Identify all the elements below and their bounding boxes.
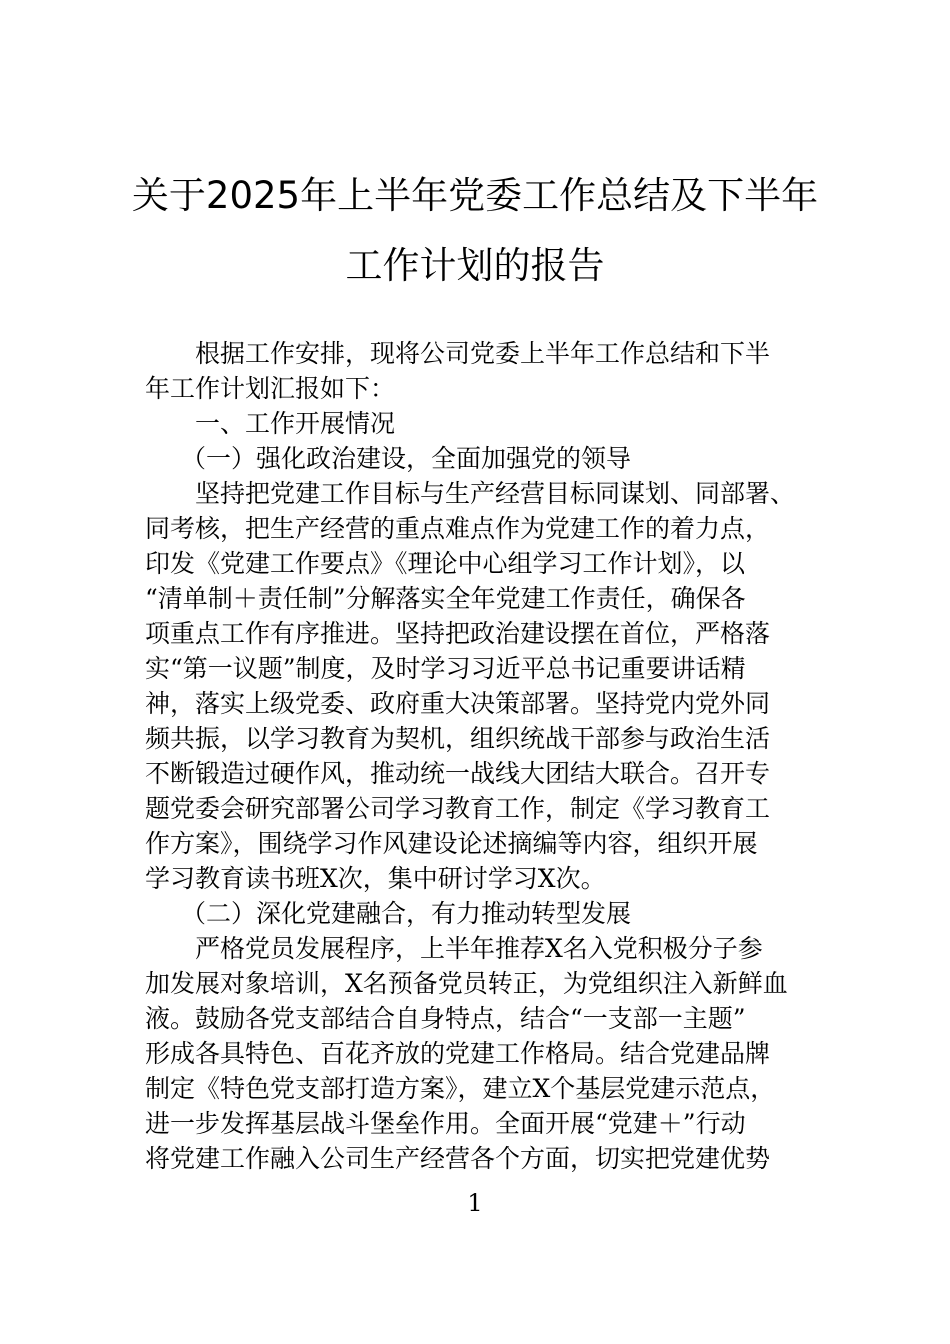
text-line: 学习教育读书班X次，集中研讨学习X次。 xyxy=(145,864,606,893)
text-line: 将党建工作融入公司生产经营各个方面，切实把党建优势 xyxy=(145,1144,771,1173)
heading-text: （一）强化政治建设，全面加强党的领导 xyxy=(181,444,632,473)
text-line: 液。鼓励各党支部结合自身特点，结合“一支部一主题” xyxy=(145,1004,746,1033)
heading-text: （二）深化党建融合，有力推动转型发展 xyxy=(181,899,632,928)
text-line: 严格党员发展程序，上半年推荐X名入党积极分子参 xyxy=(195,934,763,963)
text-line: 制定《特色党支部打造方案》，建立X个基层党建示范点， xyxy=(145,1074,776,1103)
text-line: 年工作计划汇报如下： xyxy=(145,374,396,403)
text-line: 不断锻造过硬作风，推动统一战线大团结大联合。召开专 xyxy=(145,759,771,788)
intro-paragraph xyxy=(145,336,810,406)
text-line: 同考核，把生产经营的重点难点作为党建工作的着力点， xyxy=(145,514,771,543)
paragraph-1 xyxy=(145,476,810,896)
text-line: 神，落实上级党委、政府重大决策部署。坚持党内党外同 xyxy=(145,689,771,718)
text-line: 印发《党建工作要点》《理论中心组学习工作计划》，以 xyxy=(145,549,746,578)
subsection-heading-2 xyxy=(145,896,810,931)
text-line: 题党委会研究部署公司学习教育工作，制定《学习教育工 xyxy=(145,794,771,823)
title-line-2: 工作计划的报告 xyxy=(345,244,605,287)
paragraph-2 xyxy=(145,931,810,1176)
page-number: 1 xyxy=(467,1189,483,1217)
document-body xyxy=(145,336,810,1176)
text-line: 进一步发挥基层战斗堡垒作用。全面开展“党建＋”行动 xyxy=(145,1109,746,1138)
subsection-heading-1 xyxy=(145,441,810,476)
text-line: “清单制＋责任制”分解落实全年党建工作责任，确保各 xyxy=(145,584,746,613)
text-line: 项重点工作有序推进。坚持把政治建设摆在首位，严格落 xyxy=(145,619,771,648)
text-line: 实“第一议题”制度，及时学习习近平总书记重要讲话精 xyxy=(145,654,746,683)
text-line: 根据工作安排，现将公司党委上半年工作总结和下半 xyxy=(195,339,771,368)
text-line: 作方案》，围绕学习作风建设论述摘编等内容，组织开展 xyxy=(145,829,758,858)
text-line: 坚持把党建工作目标与生产经营目标同谋划、同部署、 xyxy=(195,479,796,508)
text-line: 频共振，以学习教育为契机，组织统战干部参与政治生活 xyxy=(145,724,771,753)
section-heading-1 xyxy=(145,406,810,441)
text-line: 形成各具特色、百花齐放的党建工作格局。结合党建品牌 xyxy=(145,1039,771,1068)
heading-text: 一、工作开展情况 xyxy=(195,409,396,438)
text-line: 加发展对象培训，X名预备党员转正，为党组织注入新鲜血 xyxy=(145,969,788,998)
title-line-1: 关于2025年上半年党委工作总结及下半年 xyxy=(131,174,819,217)
